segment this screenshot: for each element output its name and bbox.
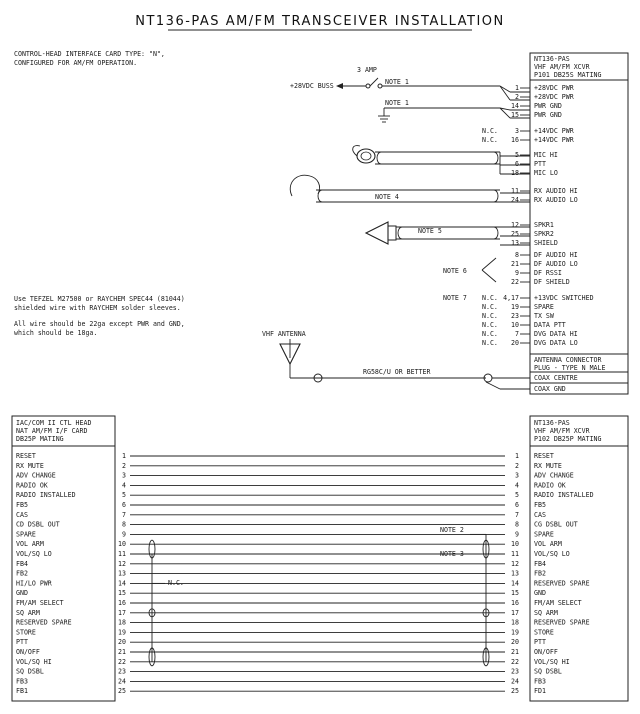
lower-wire-rows (16, 452, 594, 695)
p101-pin-number: 11 (511, 187, 519, 195)
p101-pin-row (482, 303, 554, 311)
p102-pin-number: 16 (511, 599, 519, 607)
control-head-header-2: NAT AM/FM I/F CARD (16, 427, 88, 435)
p102-pin-label: PTT (534, 638, 546, 647)
p102-pin-number: 17 (511, 608, 519, 617)
p101-pin-label: DVG DATA LO (534, 339, 578, 347)
p101-pin-rows (482, 84, 594, 347)
control-head-pin-number: 7 (122, 510, 126, 519)
control-head-pin-label: ON/OFF (16, 648, 40, 656)
harness-wire-row (16, 560, 546, 568)
control-head-pin-number: 25 (118, 687, 126, 696)
harness-wire-row (16, 648, 558, 656)
harness-wire-row (16, 570, 546, 578)
control-head-pin-number: 5 (122, 491, 126, 500)
p102-pin-number: 24 (511, 677, 519, 686)
p101-pin-label: +28VDC PWR (534, 93, 574, 101)
p101-pin-row (511, 221, 554, 229)
diagram-title: NT136-PAS AM/FM TRANSCEIVER INSTALLATION (135, 14, 505, 29)
control-head-pin-label: FB3 (16, 677, 28, 686)
p101-pin-number: 23 (511, 312, 519, 320)
p102-pin-label: VOL/SQ LO (534, 550, 570, 558)
note-4-label: NOTE 4 (375, 193, 399, 201)
p102-pin-number: 11 (511, 550, 519, 558)
p101-pin-number: 1 (515, 84, 519, 92)
p102-pin-number: 13 (511, 569, 519, 578)
p102-pin-number: 12 (511, 559, 519, 568)
p101-pin-label: SPKR1 (534, 221, 554, 229)
headset-icon (290, 175, 319, 196)
p101-pin-label: DF AUDIO LO (534, 260, 578, 268)
p102-pin-label: SQ ARM (534, 608, 558, 617)
p101-pin-label: RX AUDIO LO (534, 196, 578, 204)
control-head-header-3: DB25P MATING (16, 435, 64, 443)
p101-pin-number: 2 (515, 93, 519, 101)
harness-wire-row (16, 481, 566, 489)
p102-pin-label: FM/AM SELECT (534, 599, 582, 607)
harness-wire-row (16, 658, 570, 666)
p102-pin-label: FD1 (534, 687, 546, 696)
p101-pin-row (511, 169, 558, 177)
fuse-terminal (366, 84, 370, 88)
p102-pin-number: 15 (511, 589, 519, 598)
p101-pin-number: 22 (511, 278, 519, 286)
control-head-pin-number: 14 (118, 579, 126, 588)
control-head-pin-label: RX MUTE (16, 461, 44, 470)
control-head-pin-label: VOL/SQ HI (16, 657, 52, 666)
p102-pin-label: RESET (534, 452, 554, 460)
harness-wire-row (16, 619, 590, 627)
harness-wire-row (16, 579, 590, 587)
note-3-label: NOTE 3 (440, 550, 464, 558)
p101-pin-label: SPKR2 (534, 230, 554, 238)
harness-wire-row (16, 638, 546, 646)
control-head-pin-number: 6 (122, 501, 126, 509)
p101-pin-label: +14VDC PWR (534, 136, 574, 144)
note-1b-label: NOTE 1 (385, 99, 409, 107)
p102-pin-label: VOL/SQ HI (534, 657, 570, 666)
note-7-label: NOTE 7 (443, 294, 467, 302)
p101-pin-row (511, 230, 554, 238)
p101-nc-marker: N.C. (482, 330, 498, 338)
p101-pin-label: PWR GND (534, 111, 562, 119)
p102-pin-number: 9 (515, 530, 519, 539)
harness-wire-row (16, 609, 558, 617)
p102-pin-label: ON/OFF (534, 648, 558, 656)
p101-pin-row (511, 187, 578, 195)
p102-pin-label: RX MUTE (534, 461, 562, 470)
p101-nc-marker: N.C. (482, 136, 498, 144)
p102-pin-label: VOL ARM (534, 540, 562, 549)
p101-pin-number: 21 (511, 260, 519, 268)
p101-pin-number: 16 (511, 136, 519, 144)
control-head-pin-label: SQ DSBL (16, 667, 44, 676)
p101-pin-label: PTT (534, 160, 546, 168)
p101-pin-number: 10 (511, 321, 519, 329)
p101-pin-row (511, 260, 578, 268)
p102-pin-label: FB5 (534, 501, 546, 509)
p102-pin-number: 6 (515, 501, 519, 509)
p101-pin-number: 9 (515, 269, 519, 277)
speaker-icon (366, 222, 388, 244)
p102-pin-number: 7 (515, 510, 519, 519)
p102-pin-number: 23 (511, 667, 519, 676)
p101-nc-marker: N.C. (482, 312, 498, 320)
coax-centre-label: COAX CENTRE (534, 374, 578, 382)
p102-pin-label: GND (534, 589, 546, 598)
p101-pin-number: 6 (515, 160, 519, 168)
p101-nc-marker: N.C. (482, 294, 498, 302)
harness-wire-row (16, 550, 570, 558)
control-head-pin-number: 16 (118, 599, 126, 607)
p101-nc-marker: N.C. (482, 321, 498, 329)
p101-pin-label: PWR GND (534, 102, 562, 110)
p101-header-line-1: NT136-PAS (534, 55, 570, 63)
p101-pin-row (515, 84, 574, 92)
control-head-pin-label: SPARE (16, 530, 36, 539)
p102-pin-number: 8 (515, 520, 519, 529)
control-head-pin-label: PTT (16, 638, 28, 647)
control-head-pin-label: FB2 (16, 569, 28, 578)
control-head-pin-label: SQ ARM (16, 608, 40, 617)
p101-pin-label: DF AUDIO HI (534, 251, 578, 259)
control-head-pin-label: RADIO INSTALLED (16, 491, 76, 500)
p101-pin-number: 7 (515, 330, 519, 338)
control-head-pin-number: 11 (118, 550, 126, 558)
p102-pin-label: ADV CHANGE (534, 471, 574, 480)
harness-wire-row (16, 472, 574, 480)
control-head-pin-label: ADV CHANGE (16, 471, 56, 480)
p101-nc-marker: N.C. (482, 303, 498, 311)
control-head-pin-number: 12 (118, 559, 126, 568)
p101-nc-marker: N.C. (482, 339, 498, 347)
p102-pin-number: 1 (515, 452, 519, 460)
p101-pin-row (482, 321, 566, 329)
interface-note-line-2: CONFIGURED FOR AM/FM OPERATION. (14, 59, 138, 67)
wire-note-line-3: All wire should be 22ga except PWR and GND, (14, 320, 185, 328)
wire-note-line-1: Use TEFZEL M27500 or RAYCHEM SPEC44 (81044) (14, 295, 185, 303)
p101-pin-number: 25 (511, 230, 519, 238)
control-head-pin-number: 2 (122, 461, 126, 470)
control-head-pin-number: 9 (122, 530, 126, 539)
p102-pin-number: 22 (511, 657, 519, 666)
p102-pin-label: FB4 (534, 559, 546, 568)
control-head-pin-label: FB5 (16, 501, 28, 509)
antenna-connector-header-2: PLUG - TYPE N MALE (534, 364, 606, 372)
harness-wire-row (16, 501, 546, 509)
coax-spec-label: RG58C/U OR BETTER (363, 368, 431, 376)
harness-wire-row (16, 540, 562, 548)
p102-pin-label: FB3 (534, 677, 546, 686)
harness-wire-row (16, 521, 578, 529)
p102-header-3: P102 DB25P MATING (534, 435, 602, 443)
p102-pin-number: 19 (511, 628, 519, 637)
p101-pin-number: 13 (511, 239, 519, 247)
harness-wire-row (16, 491, 594, 499)
p101-pin-row (482, 127, 574, 135)
control-head-pin-number: 23 (118, 667, 126, 676)
control-head-pin-number: 24 (118, 677, 126, 686)
control-head-pin-number: 22 (118, 657, 126, 666)
p102-pin-number: 2 (515, 461, 519, 470)
p101-pin-number: 5 (515, 151, 519, 159)
p101-pin-row (511, 278, 570, 286)
p101-pin-label: SPARE (534, 303, 554, 311)
p101-pin-label: DVG DATA HI (534, 330, 578, 338)
p101-pin-row (511, 239, 558, 247)
p102-pin-label: RADIO INSTALLED (534, 491, 594, 500)
p101-pin-label: MIC LO (534, 169, 558, 177)
p102-pin-label: SQ DSBL (534, 667, 562, 676)
p102-header-2: VHF AM/FM XCVR (534, 427, 590, 435)
p101-header-line-3: P101 DB25S MATING (534, 71, 602, 79)
p102-pin-label: STORE (534, 628, 554, 637)
note-5-label: NOTE 5 (418, 227, 442, 235)
p101-pin-number: 8 (515, 251, 519, 259)
p101-header-line-2: VHF AM/FM XCVR (534, 63, 590, 71)
control-head-pin-label: RESET (16, 452, 36, 460)
microphone-icon (357, 149, 375, 163)
control-head-pin-number: 15 (118, 589, 126, 598)
nc-label: N.C. (168, 579, 184, 587)
note-2-label: NOTE 2 (440, 526, 464, 534)
p101-nc-marker: N.C. (482, 127, 498, 135)
p101-pin-label: DF SHIELD (534, 278, 570, 286)
harness-wire-row (16, 628, 554, 636)
p102-pin-label: CAS (534, 510, 546, 519)
p101-pin-label: +14VDC PWR (534, 127, 574, 135)
p102-pin-number: 5 (515, 491, 519, 500)
control-head-pin-label: HI/LO PWR (16, 579, 52, 588)
p102-pin-number: 18 (511, 618, 519, 627)
control-head-pin-number: 20 (118, 638, 126, 647)
control-head-pin-number: 17 (118, 608, 126, 617)
p101-pin-number: 20 (511, 339, 519, 347)
p102-pin-number: 21 (511, 648, 519, 656)
harness-wire-row (16, 511, 546, 519)
control-head-pin-label: VOL/SQ LO (16, 550, 52, 558)
p101-pin-label: +28VDC PWR (534, 84, 574, 92)
coax-gnd-label: COAX GND (534, 385, 566, 393)
p102-pin-label: CG DSBL OUT (534, 520, 578, 529)
control-head-pin-label: RESERVED SPARE (16, 618, 72, 627)
antenna-label: VHF ANTENNA (262, 330, 306, 338)
control-head-pin-number: 13 (118, 569, 126, 578)
note-6-label: NOTE 6 (443, 267, 467, 275)
control-head-pin-label: CAS (16, 510, 28, 519)
p101-pin-number: 12 (511, 221, 519, 229)
control-head-pin-label: RADIO OK (16, 481, 48, 490)
p101-pin-label: +13VDC SWITCHED (534, 294, 594, 302)
p102-pin-number: 25 (511, 687, 519, 696)
control-head-pin-label: FM/AM SELECT (16, 599, 64, 607)
control-head-pin-label: VOL ARM (16, 540, 44, 549)
interface-note-line-1: CONTROL-HEAD INTERFACE CARD TYPE: "N", (14, 50, 165, 58)
p101-pin-row (515, 151, 558, 159)
buss-label: +28VDC BUSS (290, 82, 334, 90)
p101-pin-label: DF RSSI (534, 269, 562, 277)
p101-pin-label: DATA PTT (534, 321, 566, 329)
p101-pin-row (482, 294, 594, 302)
note-1a-label: NOTE 1 (385, 78, 409, 86)
p102-pin-label: RESERVED SPARE (534, 618, 590, 627)
p101-pin-label: TX SW (534, 312, 554, 320)
p102-pin-number: 20 (511, 638, 519, 647)
p101-pin-row (482, 312, 554, 320)
p101-pin-number: 4,17 (503, 294, 519, 302)
harness-wire-row (16, 668, 562, 676)
control-head-pin-number: 8 (122, 520, 126, 529)
control-head-pin-number: 18 (118, 618, 126, 627)
control-head-pin-label: CD DSBL OUT (16, 520, 60, 529)
fuse-terminal (378, 84, 382, 88)
p101-pin-row (511, 102, 562, 110)
p101-pin-label: MIC HI (534, 151, 558, 159)
p102-pin-label: RADIO OK (534, 481, 566, 490)
p102-pin-number: 10 (511, 540, 519, 549)
p101-pin-number: 18 (511, 169, 519, 177)
antenna-connector-header-1: ANTENNA CONNECTOR (534, 356, 602, 364)
buss-arrow (336, 83, 343, 89)
p102-pin-number: 3 (515, 471, 519, 480)
harness-wire-row (16, 452, 554, 460)
p101-pin-row (515, 251, 578, 259)
control-head-pin-number: 21 (118, 648, 126, 656)
p102-pin-label: SPARE (534, 530, 554, 539)
p101-pin-number: 14 (511, 102, 519, 110)
control-head-pin-label: STORE (16, 628, 36, 637)
control-head-pin-label: FB4 (16, 559, 28, 568)
harness-wire-row (16, 589, 546, 597)
control-head-header-1: IAC/COM II CTL HEAD (16, 419, 92, 427)
p101-pin-row (515, 269, 562, 277)
control-head-pin-number: 1 (122, 452, 126, 460)
p101-pin-label: RX AUDIO HI (534, 187, 578, 195)
p102-pin-number: 14 (511, 579, 519, 588)
control-head-pin-number: 19 (118, 628, 126, 637)
wire-note-line-2: shielded wire with RAYCHEM solder sleeves. (14, 304, 181, 312)
control-head-pin-number: 4 (122, 481, 126, 490)
p101-pin-number: 3 (515, 127, 519, 135)
harness-wire-row (16, 462, 562, 470)
p101-pin-number: 24 (511, 196, 519, 204)
p101-pin-number: 19 (511, 303, 519, 311)
p102-pin-number: 4 (515, 481, 519, 490)
harness-wire-row (16, 677, 546, 685)
harness-wire-row (16, 599, 582, 607)
fuse-rating-label: 3 AMP (357, 66, 377, 74)
p102-header-1: NT136-PAS (534, 419, 570, 427)
control-head-pin-number: 10 (118, 540, 126, 549)
p101-pin-label: SHIELD (534, 239, 558, 247)
p101-pin-number: 15 (511, 111, 519, 119)
p102-pin-label: FB2 (534, 569, 546, 578)
harness-wire-row (16, 687, 546, 695)
p101-pin-row (482, 136, 574, 144)
wire-note-line-4: which should be 18ga. (14, 329, 98, 337)
control-head-pin-number: 3 (122, 471, 126, 480)
control-head-pin-label: GND (16, 589, 28, 598)
p102-pin-label: RESERVED SPARE (534, 579, 590, 588)
p101-pin-row (511, 196, 578, 204)
control-head-pin-label: FB1 (16, 687, 28, 696)
